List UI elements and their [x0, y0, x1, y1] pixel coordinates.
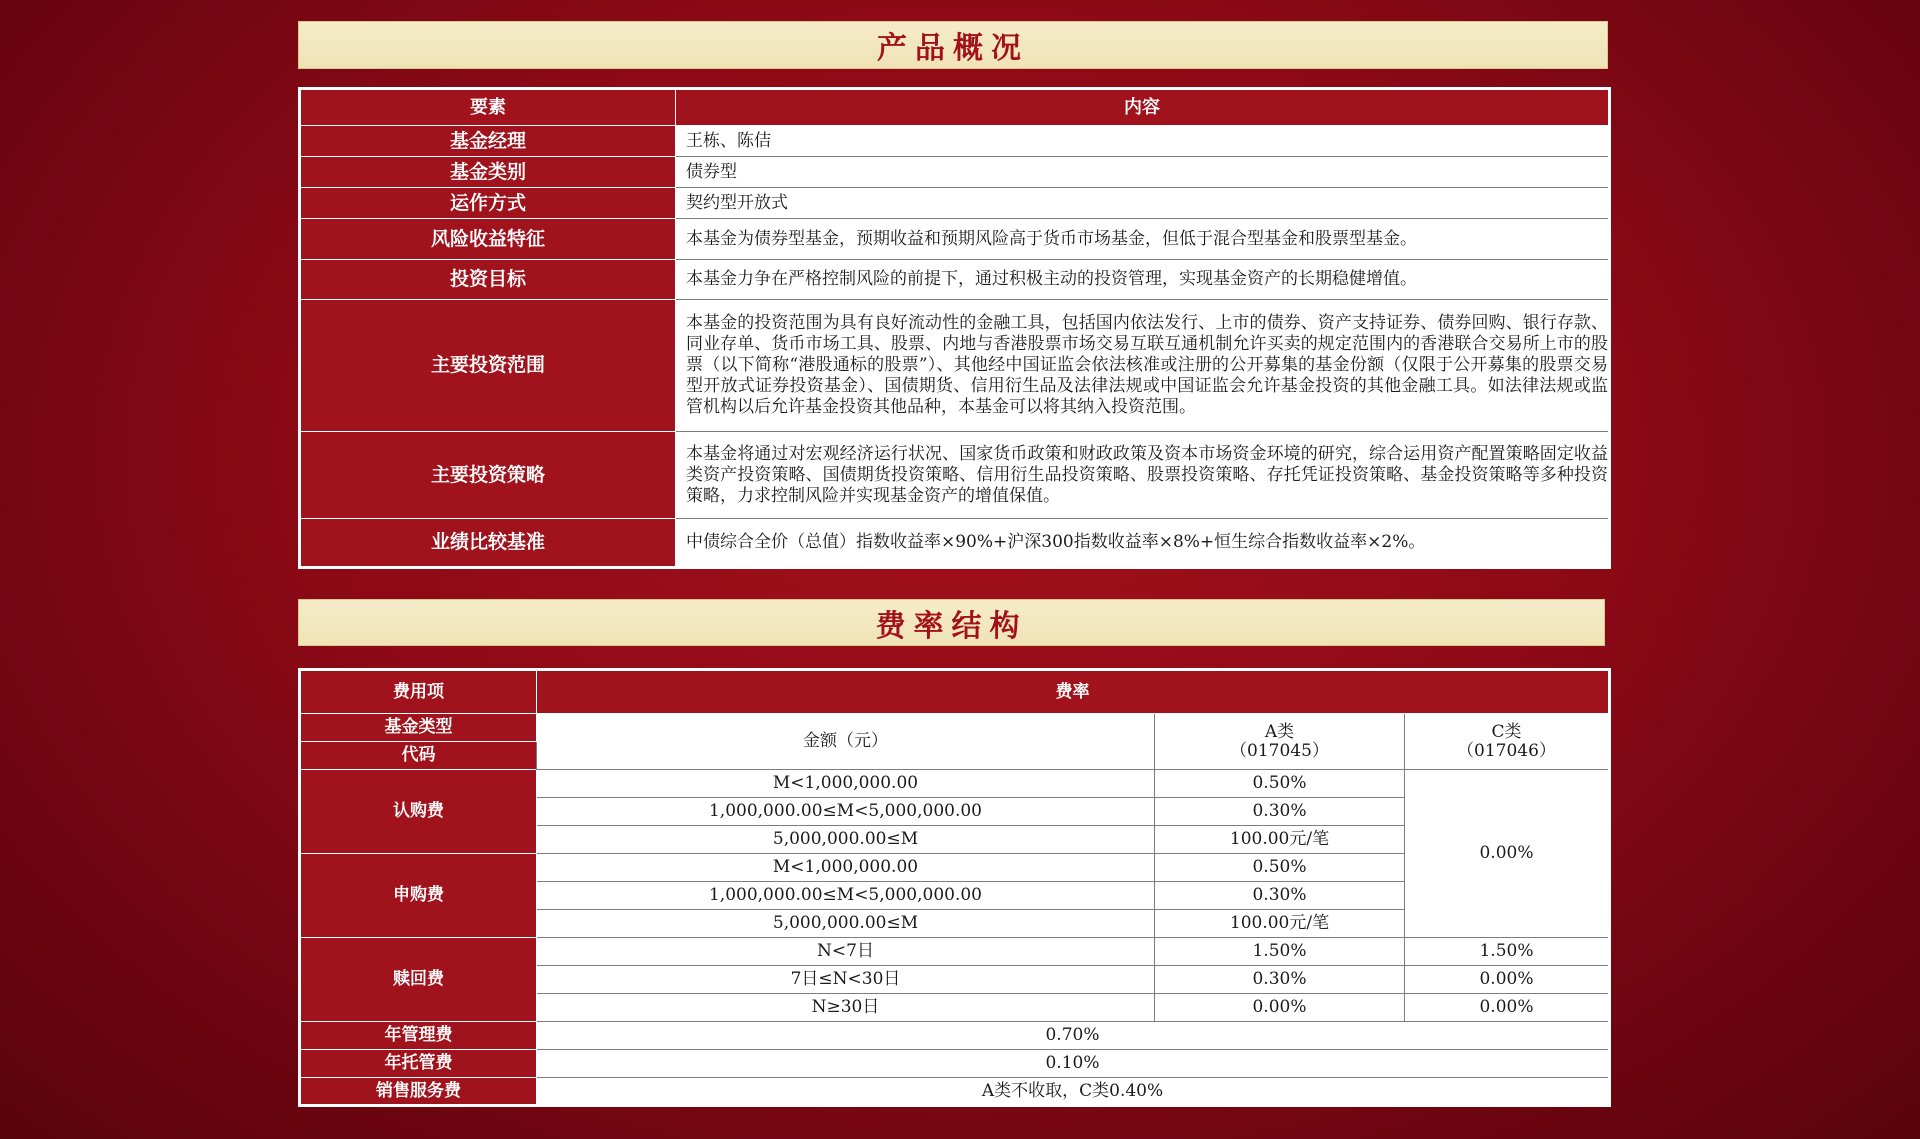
header-amount: 金额（元） — [537, 714, 1155, 770]
tier-amount: 1,000,000.00≤M<5,000,000.00 — [537, 882, 1155, 910]
section-title: 费率结构 — [875, 608, 1028, 644]
table-row — [300, 219, 1610, 260]
row-label: 风险收益特征 — [300, 219, 676, 260]
header-code: 代码 — [300, 742, 537, 770]
redemption-label: 赎回费 — [300, 938, 537, 1022]
class-c-label: C类 — [1491, 721, 1522, 742]
table-row — [300, 157, 1610, 188]
row-label: 基金类别 — [300, 157, 676, 188]
header-class-c — [1405, 714, 1610, 770]
header-fund-type: 基金类型 — [300, 714, 537, 742]
section-banner-product-overview — [298, 21, 1608, 69]
tier-a-rate: 100.00元/笔 — [1155, 910, 1405, 938]
custody-fee-value: 0.10% — [537, 1050, 1610, 1078]
table-header-row — [300, 89, 1610, 126]
management-fee-label: 年管理费 — [300, 1022, 537, 1050]
section-banner-fee-structure — [298, 599, 1605, 646]
row-label: 主要投资策略 — [300, 432, 676, 519]
header-fee-item: 费用项 — [300, 670, 537, 714]
row-value: 债券型 — [676, 157, 1610, 188]
table-row — [300, 770, 1610, 798]
table-row — [300, 1050, 1610, 1078]
tier-a-rate: 0.30% — [1155, 966, 1405, 994]
purchase-label: 申购费 — [300, 854, 537, 938]
table-row — [300, 300, 1610, 432]
tier-amount: 1,000,000.00≤M<5,000,000.00 — [537, 798, 1155, 826]
table-row — [300, 519, 1610, 568]
row-label: 运作方式 — [300, 188, 676, 219]
table-header-row — [300, 670, 1610, 714]
c-class-sub-purchase-rate: 0.00% — [1405, 770, 1610, 938]
table-header-row — [300, 714, 1610, 742]
tier-a-rate: 0.50% — [1155, 854, 1405, 882]
tier-c-rate: 0.00% — [1405, 994, 1610, 1022]
table-row — [300, 432, 1610, 519]
tier-amount: M<1,000,000.00 — [537, 770, 1155, 798]
tier-amount: M<1,000,000.00 — [537, 854, 1155, 882]
class-a-label: A类 — [1264, 721, 1295, 742]
class-a-code: （017045） — [1230, 740, 1329, 761]
tier-amount: 5,000,000.00≤M — [537, 826, 1155, 854]
section-title: 产品概况 — [877, 31, 1029, 66]
sales-service-fee-label: 销售服务费 — [300, 1078, 537, 1106]
header-rate: 费率 — [537, 670, 1610, 714]
row-value: 本基金的投资范围为具有良好流动性的金融工具，包括国内依法发行、上市的债券、资产支持证券、债券回购、银行存款、同业存单、货币市场工具、股票、内地与香港股票市场交易互联互通机制允许买卖的规定范围内的香港联合交易所上市的股票（以下简称“港股通标的股票”）、其他经中国证监会依法核准或注册的公开募集的基金份额（仅限于公开募集的股票交易型开放式证券投资基金）、国债期货、信用衍生品及法律法规或中国证监会允许基金投资的其他金融工具。如法律法规或监管机构以后允许基金投资其他品种，本基金可以将其纳入投资范围。 — [676, 300, 1610, 432]
product-overview-table — [298, 87, 1611, 569]
tier-amount: N≥30日 — [537, 994, 1155, 1022]
row-value: 契约型开放式 — [676, 188, 1610, 219]
header-content: 内容 — [676, 89, 1610, 126]
row-label: 业绩比较基准 — [300, 519, 676, 568]
class-c-code: （017046） — [1457, 740, 1556, 761]
subscription-label: 认购费 — [300, 770, 537, 854]
sales-service-fee-value: A类不收取，C类0.40% — [537, 1078, 1610, 1106]
row-value: 本基金为债券型基金，预期收益和预期风险高于货币市场基金，但低于混合型基金和股票型基金。 — [676, 219, 1610, 260]
custody-fee-label: 年托管费 — [300, 1050, 537, 1078]
row-value: 中债综合全价（总值）指数收益率×90%+沪深300指数收益率×8%+恒生综合指数收益率×2%。 — [676, 519, 1610, 568]
tier-a-rate: 0.30% — [1155, 882, 1405, 910]
tier-a-rate: 1.50% — [1155, 938, 1405, 966]
fee-structure-table — [298, 668, 1611, 1107]
tier-amount: 5,000,000.00≤M — [537, 910, 1155, 938]
management-fee-value: 0.70% — [537, 1022, 1610, 1050]
row-value: 本基金力争在严格控制风险的前提下，通过积极主动的投资管理，实现基金资产的长期稳健增值。 — [676, 260, 1610, 300]
tier-a-rate: 0.30% — [1155, 798, 1405, 826]
table-row — [300, 938, 1610, 966]
table-row — [300, 126, 1610, 157]
row-label: 投资目标 — [300, 260, 676, 300]
row-label: 主要投资范围 — [300, 300, 676, 432]
header-class-a — [1155, 714, 1405, 770]
header-element: 要素 — [300, 89, 676, 126]
tier-a-rate: 100.00元/笔 — [1155, 826, 1405, 854]
table-row — [300, 260, 1610, 300]
tier-c-rate: 1.50% — [1405, 938, 1610, 966]
tier-c-rate: 0.00% — [1405, 966, 1610, 994]
row-value: 王栋、陈佶 — [676, 126, 1610, 157]
table-row — [300, 1022, 1610, 1050]
tier-amount: 7日≤N<30日 — [537, 966, 1155, 994]
tier-amount: N<7日 — [537, 938, 1155, 966]
table-row — [300, 188, 1610, 219]
table-row — [300, 1078, 1610, 1106]
tier-a-rate: 0.00% — [1155, 994, 1405, 1022]
row-label: 基金经理 — [300, 126, 676, 157]
row-value: 本基金将通过对宏观经济运行状况、国家货币政策和财政政策及资本市场资金环境的研究，综合运用资产配置策略固定收益类资产投资策略、国债期货投资策略、信用衍生品投资策略、股票投资策略、存托凭证投资策略、基金投资策略等多种投资策略，力求控制风险并实现基金资产的增值保值。 — [676, 432, 1610, 519]
tier-a-rate: 0.50% — [1155, 770, 1405, 798]
